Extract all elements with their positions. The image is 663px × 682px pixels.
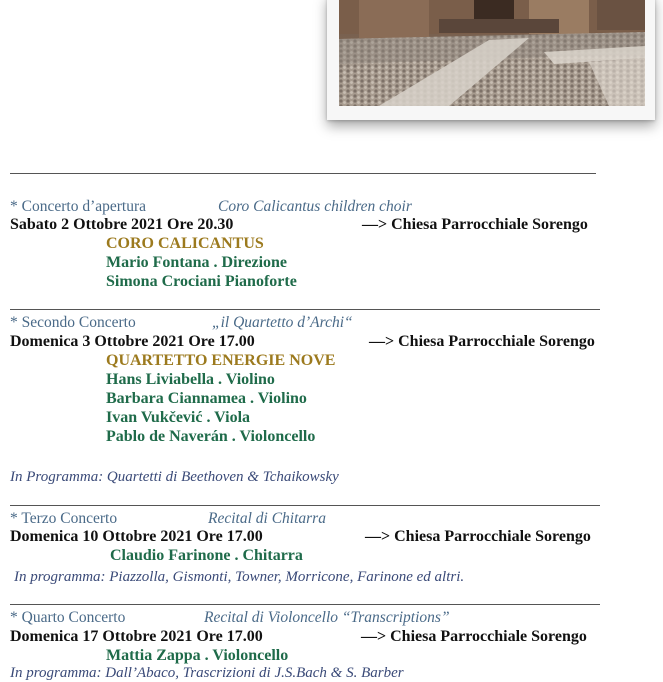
concert-2-program: In Programma: Quartetti di Beethoven & Tchaikowsky <box>10 469 339 485</box>
concert-1-performer-2: Simona Crociani Pianoforte <box>106 273 297 290</box>
divider-3 <box>10 604 600 605</box>
concert-4-date: Domenica 17 Ottobre 2021 Ore 17.00 <box>10 628 263 645</box>
concert-2-date: Domenica 3 Ottobre 2021 Ore 17.00 <box>10 333 255 350</box>
concert-4-subtitle: Recital di Violoncello “Transcriptions” <box>204 609 450 626</box>
concert-3-category: * Terzo Concerto <box>10 510 118 527</box>
concert-3-date: Domenica 10 Ottobre 2021 Ore 17.00 <box>10 528 263 545</box>
concert-3-performer-1: Claudio Farinone . Chitarra <box>110 547 303 564</box>
concert-1-subtitle: Coro Calicantus children choir <box>218 198 412 215</box>
concert-4-venue: —> Chiesa Parrocchiale Sorengo <box>361 628 587 645</box>
concert-2-performer-3: Ivan Vukčević . Viola <box>106 409 251 426</box>
concert-3-venue: —> Chiesa Parrocchiale Sorengo <box>365 528 591 545</box>
concert-3-program: In programma: Piazzolla, Gismonti, Towner, Morricone, Farinone ed altri. <box>14 569 465 585</box>
concert-1-performer-1: Mario Fontana . Direzione <box>106 254 288 271</box>
concert-2-category: * Secondo Concerto <box>10 314 136 331</box>
concert-2-venue: —> Chiesa Parrocchiale Sorengo <box>369 333 595 350</box>
church-courtyard-illustration <box>339 0 645 106</box>
concert-1-category: * Concerto d’apertura <box>10 198 146 215</box>
concert-2-performer-4: Pablo de Naverán . Violoncello <box>106 428 316 445</box>
concert-3-subtitle: Recital di Chitarra <box>208 510 326 527</box>
concert-2-performer-2: Barbara Ciannamea . Violino <box>106 390 307 407</box>
divider-1 <box>10 309 600 310</box>
concert-2-ensemble: QUARTETTO ENERGIE NOVE <box>106 352 336 369</box>
divider-top <box>10 173 596 174</box>
concert-4-program: In programma: Dall’Abaco, Trascrizioni di J.S.Bach & S. Barber <box>10 665 404 681</box>
concert-2-subtitle: „il Quartetto d’Archi“ <box>212 314 353 331</box>
concert-2-performer-1: Hans Liviabella . Violino <box>106 371 275 388</box>
church-courtyard-photo <box>339 0 645 106</box>
church-photo-frame <box>327 0 655 120</box>
concert-1-ensemble: CORO CALICANTUS <box>106 235 264 252</box>
divider-2 <box>10 505 600 506</box>
concert-4-category: * Quarto Concerto <box>10 609 126 626</box>
concert-1-venue: —> Chiesa Parrocchiale Sorengo <box>362 216 588 233</box>
concert-4-performer-1: Mattia Zappa . Violoncello <box>106 647 289 664</box>
concert-1-date: Sabato 2 Ottobre 2021 Ore 20.30 <box>10 216 234 233</box>
